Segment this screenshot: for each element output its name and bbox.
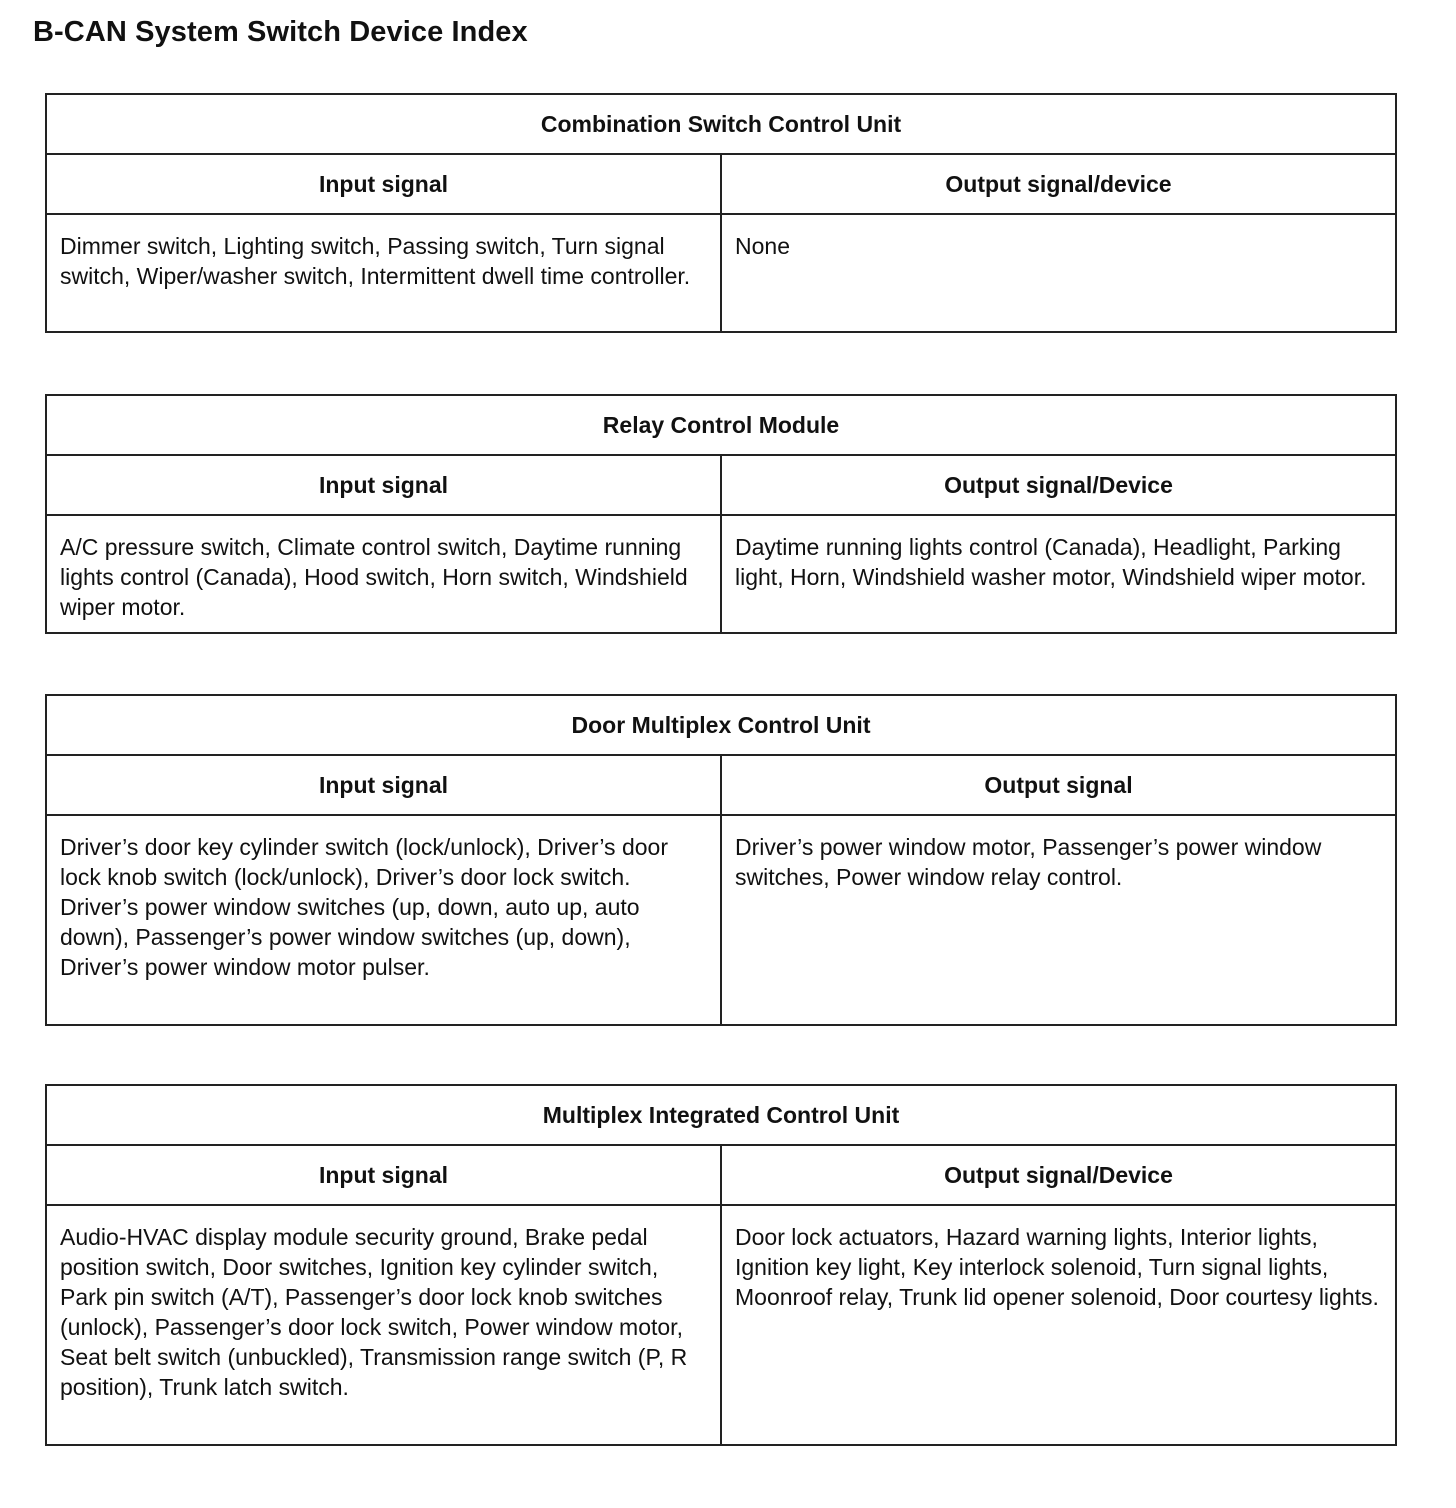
- relay-control-module-table: [45, 394, 1397, 634]
- multiplex-integrated-control-unit-table: [45, 1084, 1397, 1446]
- input-signal-cell: Driver’s door key cylinder switch (lock/unlock), Driver’s door lock knob switch (lock/unlock), Driver’s door lock switch. Driver’s power window switches (up, down, auto up, auto down), Passenger’s power window switches (up, down), Driver’s power window motor pulser.: [46, 815, 721, 1025]
- output-signal-header: Output signal/Device: [721, 455, 1396, 515]
- unit-name: Door Multiplex Control Unit: [46, 695, 1396, 755]
- output-signal-header: Output signal/Device: [721, 1145, 1396, 1205]
- output-signal-header: Output signal/device: [721, 154, 1396, 214]
- combination-switch-control-unit-table: [45, 93, 1397, 333]
- input-signal-header: Input signal: [46, 455, 721, 515]
- output-signal-cell: Driver’s power window motor, Passenger’s power window switches, Power window relay control.: [721, 815, 1396, 1025]
- unit-name: Combination Switch Control Unit: [46, 94, 1396, 154]
- door-multiplex-control-unit-table: [45, 694, 1397, 1026]
- input-signal-cell: Dimmer switch, Lighting switch, Passing switch, Turn signal switch, Wiper/washer switch, Intermittent dwell time controller.: [46, 214, 721, 332]
- output-signal-cell: None: [721, 214, 1396, 332]
- unit-name: Relay Control Module: [46, 395, 1396, 455]
- input-signal-header: Input signal: [46, 1145, 721, 1205]
- output-signal-cell: Daytime running lights control (Canada), Headlight, Parking light, Horn, Windshield washer motor, Windshield wiper motor.: [721, 515, 1396, 633]
- input-signal-cell: Audio-HVAC display module security ground, Brake pedal position switch, Door switches, Ignition key cylinder switch, Park pin switch (A/T), Passenger’s door lock knob switches (unlock), Passenger’s door lock switch, Power window motor, Seat belt switch (unbuckled), Transmission range switch (P, R position), Trunk latch switch.: [46, 1205, 721, 1445]
- page-title: B-CAN System Switch Device Index: [33, 16, 528, 48]
- input-signal-header: Input signal: [46, 154, 721, 214]
- unit-name: Multiplex Integrated Control Unit: [46, 1085, 1396, 1145]
- input-signal-header: Input signal: [46, 755, 721, 815]
- output-signal-header: Output signal: [721, 755, 1396, 815]
- input-signal-cell: A/C pressure switch, Climate control switch, Daytime running lights control (Canada), Hood switch, Horn switch, Windshield wiper motor.: [46, 515, 721, 633]
- output-signal-cell: Door lock actuators, Hazard warning lights, Interior lights, Ignition key light, Key interlock solenoid, Turn signal lights, Moonroof relay, Trunk lid opener solenoid, Door courtesy lights.: [721, 1205, 1396, 1445]
